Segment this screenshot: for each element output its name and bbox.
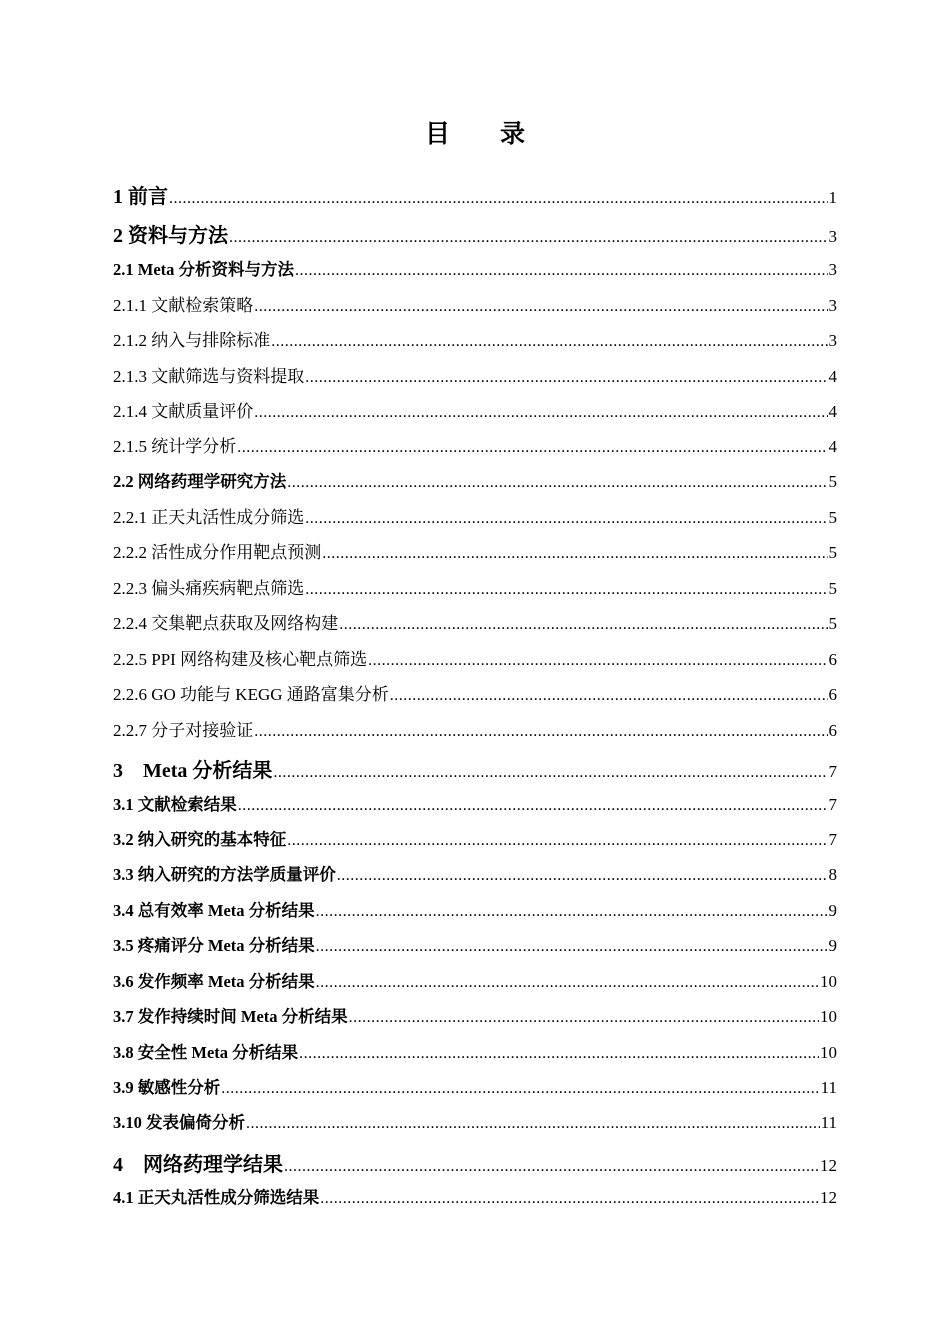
- toc-entry[interactable]: [113, 716, 837, 741]
- toc-entry-page-number: 6: [828, 650, 837, 669]
- dot-leader: [368, 652, 827, 670]
- toc-entry-label: 2.1.3 文献筛选与资料提取: [113, 367, 305, 386]
- toc-entry[interactable]: [113, 897, 837, 921]
- toc-entry[interactable]: [113, 680, 837, 705]
- dot-leader: [284, 1158, 819, 1176]
- dot-leader: [237, 439, 827, 457]
- toc-entry[interactable]: [113, 1003, 837, 1027]
- toc-entry-page-number: 12: [820, 1188, 837, 1207]
- toc-entry-page-number: 9: [828, 901, 837, 920]
- toc-entry-label: 2.2 网络药理学研究方法: [113, 472, 287, 491]
- toc-entry[interactable]: [113, 861, 837, 885]
- toc-entry-page-number: 1: [828, 188, 837, 207]
- dot-leader: [169, 190, 828, 208]
- toc-entry[interactable]: [113, 362, 837, 387]
- toc-entry-label: 4 网络药理学结果: [113, 1154, 283, 1176]
- toc-entry[interactable]: [113, 791, 837, 815]
- toc-entry-label: 3.9 敏感性分析: [113, 1078, 221, 1097]
- toc-entry-page-number: 6: [828, 685, 837, 704]
- dot-leader: [299, 1045, 819, 1063]
- toc-entry-page-number: 10: [820, 972, 837, 991]
- toc-entry[interactable]: [113, 468, 837, 492]
- dot-leader: [221, 1080, 819, 1098]
- toc-entry[interactable]: [113, 538, 837, 563]
- toc-entry[interactable]: [113, 1074, 837, 1098]
- dot-leader: [305, 369, 827, 387]
- toc-entry-label: 3.8 安全性 Meta 分析结果: [113, 1043, 299, 1062]
- dot-leader: [322, 545, 827, 563]
- toc-entry[interactable]: [113, 1039, 837, 1063]
- toc-entry[interactable]: [113, 219, 837, 248]
- toc-entry[interactable]: [113, 256, 837, 280]
- toc-entry-page-number: 7: [828, 795, 837, 814]
- toc-entry-label: 2 资料与方法: [113, 225, 228, 247]
- toc-entry-page-number: 3: [828, 331, 837, 350]
- dot-leader: [390, 687, 828, 705]
- toc-entry-page-number: 3: [828, 260, 837, 279]
- toc-entry-page-number: 11: [820, 1113, 837, 1132]
- toc-entry-page-number: 3: [828, 296, 837, 315]
- toc-entry[interactable]: [113, 968, 837, 992]
- toc-entry-page-number: 12: [820, 1156, 837, 1175]
- toc-entry-label: 3.6 发作频率 Meta 分析结果: [113, 972, 315, 991]
- toc-entry-label: 2.2.2 活性成分作用靶点预测: [113, 543, 322, 562]
- toc-entry-page-number: 10: [820, 1007, 837, 1026]
- toc-entry[interactable]: [113, 574, 837, 599]
- dot-leader: [295, 262, 827, 280]
- dot-leader: [271, 333, 827, 351]
- dot-leader: [305, 510, 827, 528]
- dot-leader: [246, 1115, 820, 1133]
- toc-entry-label: 3.2 纳入研究的基本特征: [113, 830, 287, 849]
- toc-entry-page-number: 5: [828, 614, 837, 633]
- toc-entry-label: 1 前言: [113, 186, 168, 208]
- toc-entry-label: 3.4 总有效率 Meta 分析结果: [113, 901, 315, 920]
- toc-entry-page-number: 6: [828, 721, 837, 740]
- toc-entry-page-number: 11: [820, 1078, 837, 1097]
- toc-entry-page-number: 5: [828, 472, 837, 491]
- toc-entry-label: 2.1.1 文献检索策略: [113, 296, 254, 315]
- toc-entry[interactable]: [113, 1148, 837, 1177]
- toc-entry-page-number: 5: [828, 579, 837, 598]
- toc-entry-label: 2.2.7 分子对接验证: [113, 721, 254, 740]
- toc-entry[interactable]: [113, 291, 837, 316]
- toc-entry-label: 2.2.3 偏头痛疾病靶点筛选: [113, 579, 305, 598]
- dot-leader: [316, 903, 828, 921]
- toc-entry[interactable]: [113, 180, 837, 209]
- dot-leader: [316, 938, 828, 956]
- toc-entry[interactable]: [113, 1109, 837, 1133]
- toc-entry-page-number: 3: [828, 227, 837, 246]
- dot-leader: [337, 867, 828, 885]
- dot-leader: [254, 723, 827, 741]
- toc-entry-label: 2.2.6 GO 功能与 KEGG 通路富集分析: [113, 685, 389, 704]
- toc-entry-label: 2.2.4 交集靶点获取及网络构建: [113, 614, 339, 633]
- toc-entry-page-number: 5: [828, 543, 837, 562]
- toc-entry-label: 2.2.1 正天丸活性成分筛选: [113, 508, 305, 527]
- dot-leader: [229, 229, 828, 247]
- toc-entry[interactable]: [113, 1184, 837, 1208]
- dot-leader: [287, 474, 827, 492]
- dot-leader: [273, 764, 827, 782]
- toc-entry-page-number: 8: [828, 865, 837, 884]
- dot-leader: [238, 797, 828, 815]
- dot-leader: [305, 581, 827, 599]
- toc-entry-label: 2.1.2 纳入与排除标准: [113, 331, 271, 350]
- toc-entry-page-number: 4: [828, 402, 837, 421]
- toc-entry-page-number: 4: [828, 437, 837, 456]
- toc-entry-page-number: 7: [828, 830, 837, 849]
- toc-entry[interactable]: [113, 432, 837, 457]
- dot-leader: [287, 832, 827, 850]
- toc-entry[interactable]: [113, 826, 837, 850]
- toc-entry-page-number: 7: [828, 762, 837, 781]
- dot-leader: [339, 616, 827, 634]
- toc-entry[interactable]: [113, 397, 837, 422]
- toc-entry-label: 3.3 纳入研究的方法学质量评价: [113, 865, 336, 884]
- toc-entry[interactable]: [113, 326, 837, 351]
- dot-leader: [254, 298, 827, 316]
- toc-entry-label: 2.2.5 PPI 网络构建及核心靶点筛选: [113, 650, 368, 669]
- toc-entry-label: 3.5 疼痛评分 Meta 分析结果: [113, 936, 315, 955]
- toc-entry[interactable]: [113, 645, 837, 670]
- toc-entry-label: 4.1 正天丸活性成分筛选结果: [113, 1188, 320, 1207]
- dot-leader: [316, 974, 819, 992]
- toc-title: 目 录: [424, 121, 525, 148]
- toc-entry-label: 3.7 发作持续时间 Meta 分析结果: [113, 1007, 348, 1026]
- toc-entry[interactable]: [113, 609, 837, 634]
- dot-leader: [320, 1190, 819, 1208]
- toc-entry-page-number: 5: [828, 508, 837, 527]
- toc-entry-page-number: 9: [828, 936, 837, 955]
- toc-entry[interactable]: [113, 932, 837, 956]
- toc-entry-label: 2.1.4 文献质量评价: [113, 402, 254, 421]
- dot-leader: [254, 404, 827, 422]
- toc-entry-page-number: 4: [828, 367, 837, 386]
- toc-entry-page-number: 10: [820, 1043, 837, 1062]
- toc-entry-label: 2.1.5 统计学分析: [113, 437, 237, 456]
- toc-entry[interactable]: [113, 754, 837, 783]
- toc-entry-label: 3.1 文献检索结果: [113, 795, 237, 814]
- dot-leader: [349, 1009, 819, 1027]
- toc-entry-label: 3.10 发表偏倚分析: [113, 1113, 245, 1132]
- toc-entry-label: 3 Meta 分析结果: [113, 760, 273, 782]
- toc-entry[interactable]: [113, 503, 837, 528]
- toc-entry-label: 2.1 Meta 分析资料与方法: [113, 260, 295, 279]
